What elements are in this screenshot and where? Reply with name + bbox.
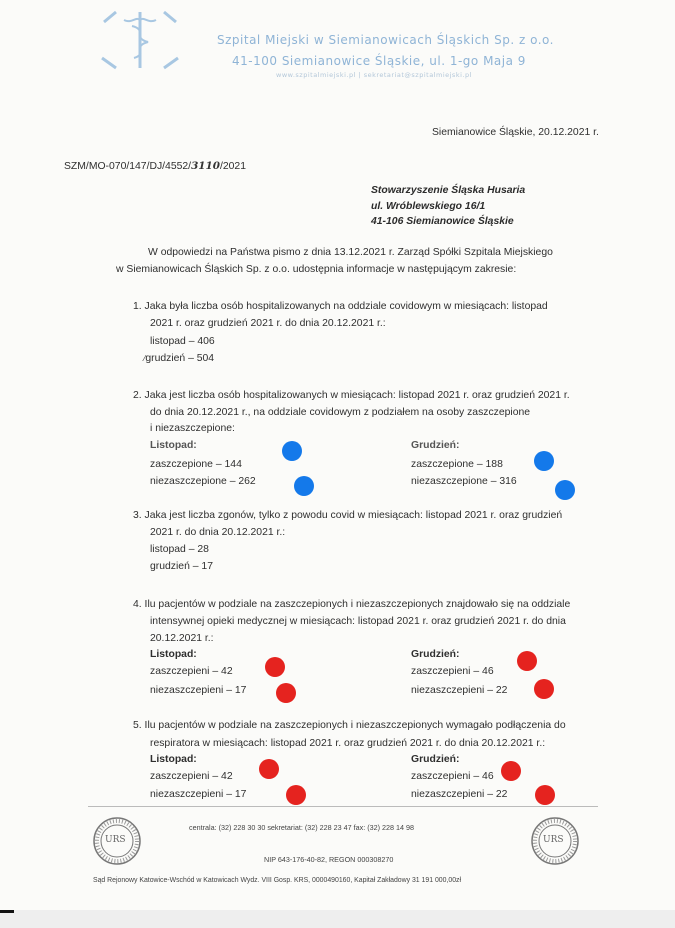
- reference-number: [64, 160, 246, 173]
- hospital-logo-icon: [92, 8, 188, 72]
- q5-line-1: 5. Ilu pacjentów w podziale na zaszczepionych i niezaszczepionych wymagało podłączenia do: [133, 720, 566, 731]
- q4-line-3: 20.12.2021 r.:: [150, 633, 214, 644]
- q5-november-heading: Listopad:: [150, 754, 197, 765]
- q4-line-2: intensywnej opieki medycznej w miesiącach: listopad 2021 r. oraz grudzień 2021 r. do dnia: [150, 616, 566, 627]
- recipient-city: 41-106 Siemianowice Śląskie: [371, 216, 514, 227]
- q4-line-1: 4. Ilu pacjentów w podziale na zaszczepionych i niezaszczepionych znajdowało się na oddziale: [133, 599, 571, 610]
- bottom-dash: [0, 910, 14, 913]
- letter-date: Siemianowice Śląskie, 20.12.2021 r.: [432, 127, 599, 138]
- footer-contact: centrala: (32) 228 30 30 sekretariat: (32) 228 23 47 fax: (32) 228 14 98: [189, 823, 414, 832]
- q2-december-unvaccinated: niezaszczepione – 316: [411, 476, 517, 487]
- reference-suffix: /2021: [219, 161, 246, 172]
- bottom-strip: [0, 910, 675, 928]
- red-marker: [286, 785, 306, 805]
- q3-line-1: 3. Jaka jest liczba zgonów, tylko z powodu covid w miesiącach: listopad 2021 r. oraz grudzień: [133, 510, 563, 521]
- letterhead-hospital-name: Szpital Miejski w Siemianowicach Śląskich Sp. z o.o.: [217, 33, 554, 47]
- red-marker: [276, 683, 296, 703]
- reference-prefix: SZM/MO-070/147/DJ/4552/: [64, 161, 192, 172]
- q2-november-heading: Listopad:: [150, 440, 197, 451]
- q5-november-vaccinated: zaszczepieni – 42: [150, 771, 233, 782]
- footer-court-registration: Sąd Rejonowy Katowice-Wschód w Katowicach Wydz. VIII Gosp. KRS, 0000490160, Kapitał Zakładowy 31 191 000,00zł: [93, 877, 462, 884]
- q2-december-heading: Grudzień:: [411, 440, 460, 451]
- q1-line-1: 1. Jaka była liczba osób hospitalizowanych na oddziale covidowym w miesiącach: listopad: [133, 301, 548, 312]
- footer-nip-regon: NIP 643-176-40-82, REGON 000308270: [264, 855, 394, 864]
- q3-november: listopad – 28: [150, 544, 209, 555]
- certification-seal-right: [530, 816, 580, 866]
- letterhead-address: 41-100 Siemianowice Śląskie, ul. 1-go Maja 9: [232, 54, 526, 68]
- q2-line-2: do dnia 20.12.2021 r., na oddziale covidowym z podziałem na osoby zaszczepione: [150, 407, 531, 418]
- q4-december-unvaccinated: niezaszczepieni – 22: [411, 685, 508, 696]
- q4-november-vaccinated: zaszczepieni – 42: [150, 666, 233, 677]
- q3-line-2: 2021 r. do dnia 20.12.2021 r.:: [150, 527, 286, 538]
- q5-december-unvaccinated: niezaszczepieni – 22: [411, 789, 508, 800]
- q1-december: ⁄grudzień – 504: [144, 353, 215, 364]
- red-marker: [501, 761, 521, 781]
- recipient-name: Stowarzyszenie Śląska Husaria: [371, 185, 526, 196]
- recipient-street: ul. Wróblewskiego 16/1: [371, 201, 486, 212]
- red-marker: [517, 651, 537, 671]
- q2-line-1: 2. Jaka jest liczba osób hospitalizowanych w miesiącach: listopad 2021 r. oraz grudzień 2021 r.: [133, 390, 570, 401]
- q4-december-vaccinated: zaszczepieni – 46: [411, 666, 494, 677]
- blue-marker: [294, 476, 314, 496]
- red-marker: [265, 657, 285, 677]
- blue-marker: [555, 480, 575, 500]
- q2-line-3: i niezaszczepione:: [150, 423, 235, 434]
- red-marker: [259, 759, 279, 779]
- red-marker: [534, 679, 554, 699]
- q2-november-vaccinated: zaszczepione – 144: [150, 459, 242, 470]
- q1-november: listopad – 406: [150, 336, 215, 347]
- q4-december-heading: Grudzień:: [411, 649, 460, 660]
- intro-line-1: W odpowiedzi na Państwa pismo z dnia 13.12.2021 r. Zarząd Spółki Szpitala Miejskiego: [148, 247, 553, 258]
- q1-december-text: grudzień – 504: [145, 353, 215, 364]
- seal-left-text: URS: [105, 835, 126, 845]
- q2-november-unvaccinated: niezaszczepione – 262: [150, 476, 256, 487]
- footer-divider: [88, 806, 598, 807]
- letterhead-web-email: www.szpitalmiejski.pl | sekretariat@szpitalmiejski.pl: [276, 71, 472, 79]
- blue-marker: [534, 451, 554, 471]
- intro-line-2: w Siemianowicach Śląskich Sp. z o.o. udostępnia informacje w następującym zakresie:: [116, 264, 517, 275]
- q5-december-heading: Grudzień:: [411, 754, 460, 765]
- reference-handwritten: 3110: [191, 160, 220, 172]
- q4-november-unvaccinated: niezaszczepieni – 17: [150, 685, 247, 696]
- blue-marker: [282, 441, 302, 461]
- q5-november-unvaccinated: niezaszczepieni – 17: [150, 789, 247, 800]
- q5-line-2: respiratora w miesiącach: listopad 2021 r. oraz grudzień 2021 r. do dnia 20.12.2021 r.:: [150, 738, 546, 749]
- q5-december-vaccinated: zaszczepieni – 46: [411, 771, 494, 782]
- seal-right-text: URS: [543, 835, 564, 845]
- q2-december-vaccinated: zaszczepione – 188: [411, 459, 503, 470]
- red-marker: [535, 785, 555, 805]
- q1-line-2: 2021 r. oraz grudzień 2021 r. do dnia 20.12.2021 r.:: [150, 318, 386, 329]
- q4-november-heading: Listopad:: [150, 649, 197, 660]
- certification-seal-left: [92, 816, 142, 866]
- q3-december: grudzień – 17: [150, 561, 213, 572]
